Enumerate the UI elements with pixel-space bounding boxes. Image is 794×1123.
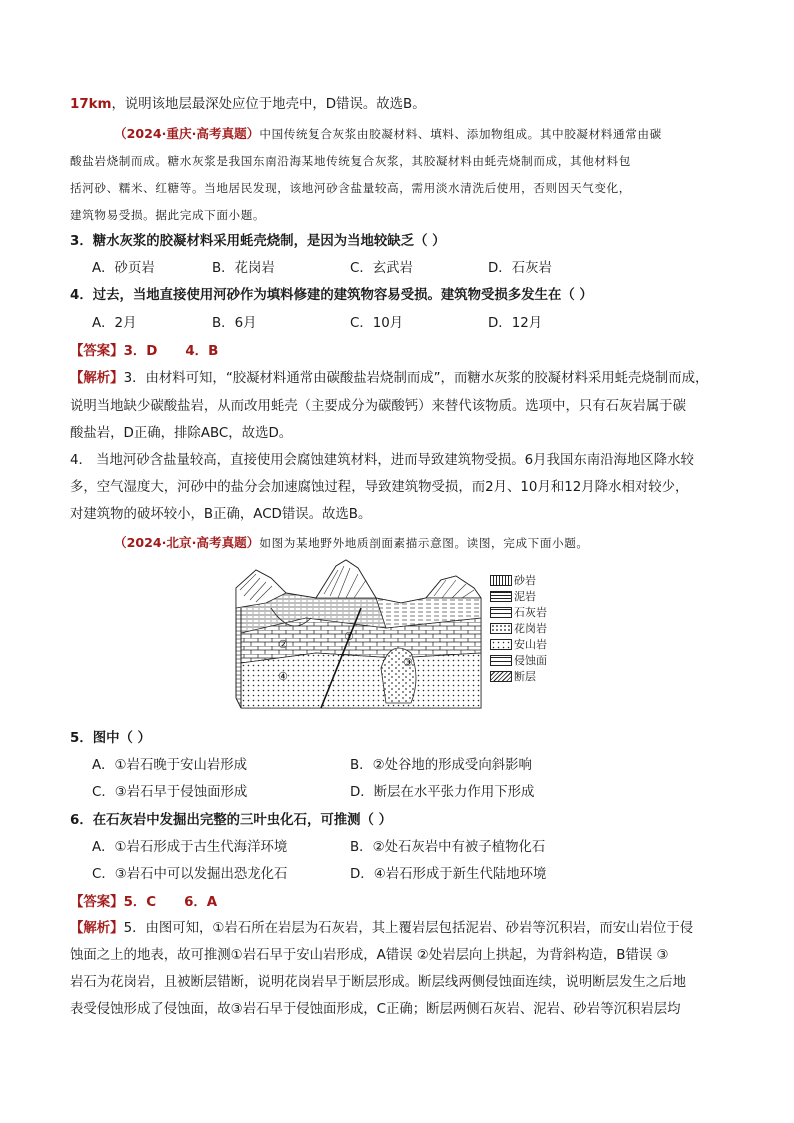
analysis2-line3: 岩石为花岗岩，且被断层错断，说明花岗岩早于断层形成。断层线两侧侵蚀面连续，说明断层发生之后地 xyxy=(70,975,686,990)
q5-option-d: D．断层在水平张力作用下形成 xyxy=(350,785,535,800)
legend-erosion-surface-swatch xyxy=(490,655,512,666)
depth-value: 17km xyxy=(70,97,112,112)
legend-granite-label: 花岗岩 xyxy=(514,622,547,635)
answer2-value: 5．C 6．A xyxy=(123,895,218,910)
material1-line1 xyxy=(114,125,662,143)
legend-limestone-swatch xyxy=(490,607,512,618)
material1-line2: 酸盐岩烧制而成。糖水灰浆是我国东南沿海某地传统复合灰浆，其胶凝材料由蚝壳烧制而成，其他材料包 xyxy=(70,154,631,168)
q3-option-c: C．玄武岩 xyxy=(350,261,413,276)
analysis1-text1: 3．由材料可知，“胶凝材料通常由碳酸盐岩烧制而成”，而糖水灰浆的胶凝材料采用蚝壳烧制而成， xyxy=(123,371,709,386)
material1-source: （2024·重庆·高考真题） xyxy=(114,126,260,141)
material1-line4: 建筑物易受损。据此完成下面小题。 xyxy=(70,208,266,222)
q4-option-d: D．12月 xyxy=(488,316,543,331)
q3-option-b: B．花岗岩 xyxy=(212,261,275,276)
legend-granite-swatch xyxy=(490,623,512,634)
analysis2-line2: 蚀面之上的地表，故可推测①岩石早于安山岩形成，A错误 ②处岩层向上拱起，为背斜构造，B错误 ③ xyxy=(70,948,669,963)
intro-tail: D错误。故选B。 xyxy=(325,97,426,112)
analysis1-line4: 4． 当地河砂含盐量较高，直接使用会腐蚀建筑材料，进而导致建筑物受损。6月我国东南沿海地区降水较 xyxy=(70,453,694,468)
q5-option-a: A．①岩石晚于安山岩形成 xyxy=(92,758,248,773)
figure-marker-4: ④ xyxy=(278,670,288,683)
analysis2-label: 【解析】 xyxy=(70,921,124,936)
legend-sandstone-swatch xyxy=(490,575,512,586)
legend-andesite-label: 安山岩 xyxy=(514,638,547,651)
material2-source: （2024·北京·高考真题） xyxy=(114,535,260,550)
question-3-stem: 3．糖水灰浆的胶凝材料采用蚝壳烧制，是因为当地较缺乏（ ） xyxy=(70,234,446,249)
q4-option-c: C．10月 xyxy=(350,316,404,331)
analysis-label: 【解析】 xyxy=(70,371,124,386)
analysis1-line1 xyxy=(70,370,708,388)
analysis1-line3: 酸盐岩，D正确，排除ABC，故选D。 xyxy=(70,426,293,441)
material1-text1: 中国传统复合灰浆由胶凝材料、填料、添加物组成。其中胶凝材料通常由碳 xyxy=(259,127,662,141)
question-4-stem: 4．过去，当地直接使用河砂作为填料修建的建筑物容易受损。建筑物受损多发生在（ ） xyxy=(70,288,593,303)
material2-text: 如图为某地野外地质剖面素描示意图。读图，完成下面小题。 xyxy=(259,536,589,550)
material1-line3: 括河砂、糯米、红糖等。当地居民发现，该地河砂含盐量较高，需用淡水清洗后使用，否则因天气变化， xyxy=(70,181,631,195)
question-5-stem: 5．图中（ ） xyxy=(70,731,151,746)
analysis1-line5: 多，空气湿度大，河砂中的盐分会加速腐蚀过程，导致建筑物受损，而2月、10月和12月降水相对较少， xyxy=(70,480,689,495)
question-6-stem: 6．在石灰岩中发掘出完整的三叶虫化石，可推测（ ） xyxy=(70,813,392,828)
q6-option-c: C．③岩石中可以发掘出恐龙化石 xyxy=(92,867,288,882)
legend-fault-label: 断层 xyxy=(514,670,536,683)
intro-line xyxy=(70,96,426,114)
q5-option-b: B．②处谷地的形成受向斜影响 xyxy=(350,758,532,773)
figure-marker-1: ① xyxy=(344,630,354,643)
legend-mudstone-label: 泥岩 xyxy=(514,590,536,603)
legend-erosion-surface-label: 侵蚀面 xyxy=(514,654,547,667)
answer2-label: 【答案】 xyxy=(70,895,124,910)
answer-block-1 xyxy=(70,343,218,361)
legend-andesite-swatch xyxy=(490,639,512,650)
figure-marker-3: ③ xyxy=(403,656,413,669)
analysis2-text1: 5．由图可知，①岩石所在岩层为石灰岩，其上覆岩层包括泥岩、砂岩等沉积岩，而安山岩位于侵 xyxy=(123,921,694,936)
answer-block-2 xyxy=(70,894,217,912)
legend-sandstone-label: 砂岩 xyxy=(514,574,536,587)
intro-text: ，说明该地层最深处应位于地壳中， xyxy=(111,97,326,112)
analysis1-line6: 对建筑物的破坏较小，B正确，ACD错误。故选B。 xyxy=(70,507,372,522)
q3-option-d: D．石灰岩 xyxy=(488,261,552,276)
analysis1-line2: 说明当地缺少碳酸盐岩，从而改用蚝壳（主要成分为碳酸钙）来替代该物质。选项中，只有石灰岩属于碳 xyxy=(70,399,686,414)
q6-option-d: D．④岩石形成于新生代陆地环境 xyxy=(350,867,547,882)
q3-option-a: A．砂页岩 xyxy=(92,261,155,276)
q6-option-a: A．①岩石形成于古生代海洋环境 xyxy=(92,840,288,855)
q5-option-c: C．③岩石早于侵蚀面形成 xyxy=(92,785,248,800)
legend-limestone-label: 石灰岩 xyxy=(514,606,547,619)
q6-option-b: B．②处石灰岩中有被子植物化石 xyxy=(350,840,546,855)
material2-line xyxy=(114,534,589,552)
q4-option-a: A．2月 xyxy=(92,316,137,331)
answer-label: 【答案】 xyxy=(70,344,124,359)
figure-marker-2: ② xyxy=(278,638,288,651)
analysis2-line4: 表受侵蚀形成了侵蚀面，故③岩石早于侵蚀面形成，C正确；断层两侧石灰岩、泥岩、砂岩等沉积岩层均 xyxy=(70,1002,681,1017)
legend-mudstone-swatch xyxy=(490,591,512,602)
legend-fault-swatch xyxy=(490,671,512,682)
q4-option-b: B．6月 xyxy=(212,316,257,331)
analysis2-line1 xyxy=(70,920,693,938)
geologic-cross-section-figure xyxy=(226,558,488,718)
answer-value: 3．D 4．B xyxy=(123,344,219,359)
